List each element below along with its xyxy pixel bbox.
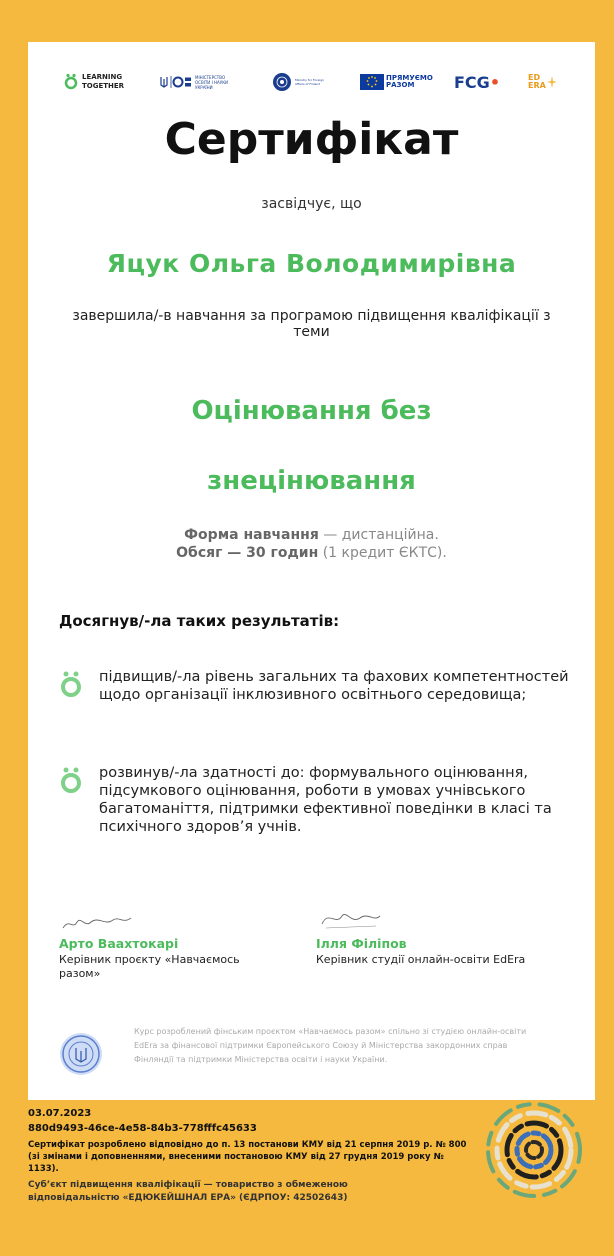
fcg-text: FCG [454, 72, 490, 92]
signer-role: Керівник проєкту «Навчаємось разом» [59, 953, 240, 980]
result-bullet-icon [59, 766, 83, 796]
course-topic-line2: знецінювання [207, 466, 416, 496]
issue-date: 03.07.2023 [28, 1108, 92, 1119]
signature-scribble-icon [59, 912, 139, 932]
legal-note: Сертифікат розроблено відповідно до п. 13 постанови КМУ від 21 серпня 2019 р. № 800 (зі змінами і доповненнями, внесеними постановою КМУ від 27 грудня 2019 року № 1133). [28, 1140, 467, 1174]
volume-value: (1 кредит ЄКТС). [318, 545, 447, 561]
eu-logo [360, 62, 433, 102]
edera-spark-icon [546, 75, 558, 89]
form-value: — дистанційна. [318, 527, 439, 543]
ministry-education-logo [158, 62, 239, 102]
result-item [59, 668, 569, 704]
mfa-finland-text: Ministry for Foreign Affairs of Finland [295, 78, 325, 86]
partner-logos [28, 62, 595, 102]
result-item [59, 764, 569, 836]
signer-name: Ілля Філіпов [316, 936, 407, 951]
certificate-title: Сертифікат [164, 114, 459, 165]
completed-text: завершила/-в навчання за програмою підвищення кваліфікації з теми [72, 308, 551, 340]
issuing-entity: Суб’єкт підвищення кваліфікації — товариство з обмеженою відповідальністю «ЕДЮКЕЙШНАЛ ЕРА» (ЄДРПОУ: 42502643) [28, 1180, 348, 1203]
certificate-footer [28, 1106, 478, 1205]
ministry-seal [59, 1032, 103, 1080]
result-text: підвищив/-ла рівень загальних та фахових компетентностей щодо організації інклюзивного освітнього середовища; [99, 669, 569, 703]
learning-together-icon [64, 73, 78, 91]
signer-name: Арто Ваахтокарі [59, 936, 179, 951]
volume-label: Обсяг — 30 годин [176, 545, 319, 561]
fcg-logo [454, 62, 500, 102]
ministry-education-text: МІНІСТЕРСТВО ОСВІТИ І НАУКИ УКРАЇНИ [195, 74, 229, 90]
trident-icon [158, 75, 192, 89]
eu-line2: РАЗОМ [386, 81, 415, 89]
learning-together-logo [64, 62, 124, 102]
eu-flag-icon [360, 74, 384, 90]
edera-line2: ERA [528, 81, 546, 90]
course-topic-line1: Оцінювання без [191, 396, 432, 426]
course-topic [28, 376, 595, 516]
course-note: Курс розроблений фінським проєктом «Навчаємось разом» спільно зі студією онлайн-освіти EdEra за фінансової підтримки Європейського Союзу й Міністерства закордонних справ Фінляндії та підтримки Міністерства освіти і науки України. [134, 1027, 527, 1064]
signer-role: Керівник студії онлайн-освіти EdEra [316, 953, 526, 966]
eu-line1: ПРЯМУЄМО [386, 74, 433, 82]
certifies-text: засвідчує, що [261, 196, 362, 212]
result-bullet-icon [59, 670, 83, 700]
learning-together-line1: LEARNING [82, 73, 123, 81]
signature-scribble-icon [316, 904, 386, 932]
study-form [28, 526, 595, 562]
edera-line1: ED [528, 73, 541, 82]
results-heading: Досягнув/-ла таких результатів: [59, 612, 340, 630]
seal-icon [59, 1032, 103, 1076]
signature-block [59, 912, 279, 981]
certificate-id: 880d9493-46ce-4e58-84b3-778fffc45633 [28, 1123, 257, 1134]
learning-together-line2: TOGETHER [82, 82, 125, 90]
decorative-swirl-icon [478, 1100, 592, 1200]
mfa-finland-logo [272, 62, 329, 102]
recipient-name: Яцук Ольга Володимирівна [106, 249, 517, 278]
form-label: Форма навчання [184, 527, 319, 543]
mfa-globe-icon [272, 72, 292, 92]
result-text: розвинув/-ла здатності до: формувального оцінювання, підсумкового оцінювання, роботи в умовах учнівського багатоманіття, підтримки ефективної поведінки в класі та психічного здоров’я учнів. [99, 765, 552, 835]
fcg-dot: • [489, 72, 501, 92]
certificate-card [28, 42, 595, 1100]
signature-block [316, 904, 556, 967]
edera-logo [528, 62, 558, 102]
